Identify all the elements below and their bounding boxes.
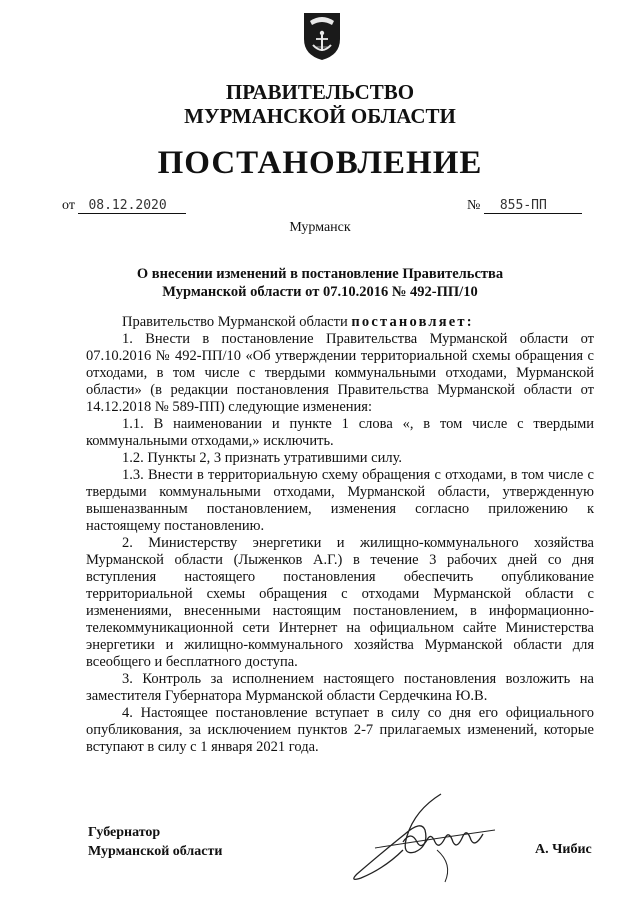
city: Мурманск <box>289 220 351 235</box>
gov-title-line1: ПРАВИТЕЛЬСТВО <box>225 80 415 104</box>
number-prefix: № <box>467 198 481 213</box>
lead-paragraph <box>86 314 594 331</box>
paragraph-1: 1. Внести в постановление Правительства Мурманской области от 07.10.2016 № 492-ПП/10 «Об утверждении территориальной схемы обращения с отходами, в том числе с твердыми коммунальными отходами, Мурманской области» (в редакции постановления Правительства Мурманской области от 14.12.2018 № 589-ПП) следующие изменения: <box>86 331 594 415</box>
subject-line2: Мурманской области от 07.10.2016 № 492-ПП/10 <box>162 284 478 300</box>
paragraph-3: 3. Контроль за исполнением настоящего постановления возложить на заместителя Губернатора Мурманской области Сердечкина Ю.В. <box>86 671 594 704</box>
lead-spaced-word: постановляет: <box>351 314 474 330</box>
paragraph-1-3: 1.3. Внести в территориальную схему обращения с отходами, в том числе с твердыми коммунальными отходами, Мурманской области, утвержденную вышеназванным постановлением, изменения согласно приложению к настоящему постановлению. <box>86 467 594 534</box>
paragraph-1-2: 1.2. Пункты 2, 3 признать утратившими силу. <box>122 450 403 466</box>
number-value: 855-ПП <box>484 198 582 214</box>
date-prefix: от <box>62 198 75 213</box>
document-subject <box>0 265 640 301</box>
government-title <box>0 80 640 128</box>
document-body <box>86 314 594 756</box>
number-field <box>467 198 582 214</box>
paragraph-2: 2. Министерству энергетики и жилищно-коммунального хозяйства Мурманской области (Лыженков А.Г.) в течение 3 рабочих дней со дня вступления настоящего постановления обеспечить опубликование территориальной схемы обращения с отходами Мурманской области с изменениями, внесенными настоящим постановлением, в информационно-телекоммуникационной сети Интернет на официальном сайте Министерства энергетики и жилищно-коммунального хозяйства Мурманской области для всеобщего и бесплатного доступа. <box>86 535 594 670</box>
signatory-title-line2: Мурманской области <box>88 844 223 859</box>
signatory-name: А. Чибис <box>535 842 592 857</box>
paragraph-4: 4. Настоящее постановление вступает в силу со дня его официального опубликования, за исключением пунктов 2-7 прилагаемых изменений, которые вступают в силу с 1 января 2021 года. <box>86 705 594 755</box>
signatory-title <box>88 823 222 861</box>
document-type: ПОСТАНОВЛЕНИЕ <box>157 145 483 181</box>
date-field <box>62 198 186 214</box>
signatory-title-line1: Губернатор <box>88 825 161 840</box>
gov-title-line2: МУРМАНСКОЙ ОБЛАСТИ <box>184 104 456 128</box>
paragraph-1-1: 1.1. В наименовании и пункте 1 слова «, в том числе с твердыми коммунальными отходами,» исключить. <box>86 416 594 449</box>
lead-text: Правительство Мурманской области <box>122 314 348 330</box>
murmansk-coat-of-arms-icon <box>302 9 342 61</box>
subject-line1: О внесении изменений в постановление Правительства <box>136 266 504 282</box>
handwritten-signature-icon <box>345 790 505 890</box>
date-value: 08.12.2020 <box>78 198 186 214</box>
